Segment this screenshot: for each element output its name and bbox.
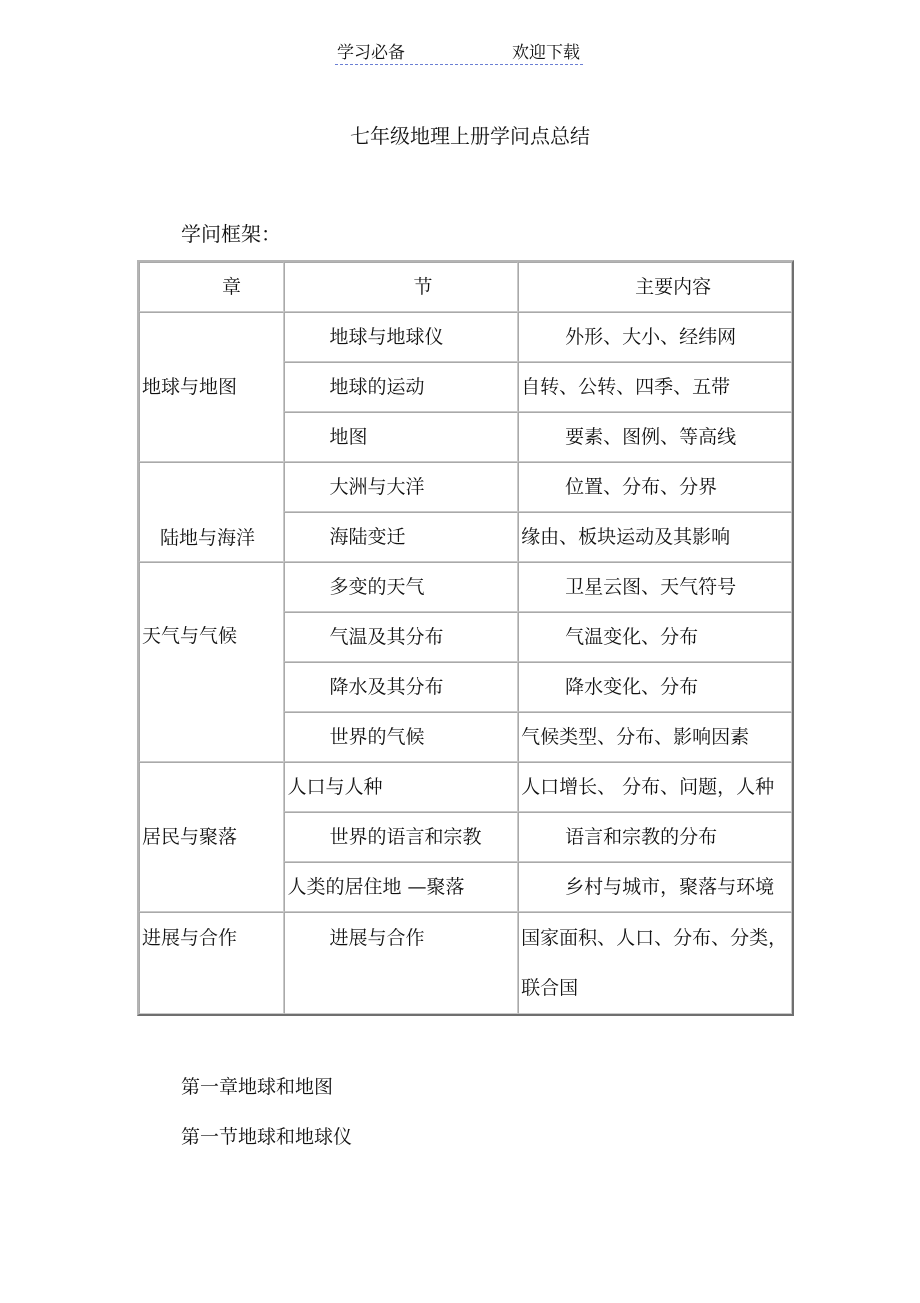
chapter-cell: 陆地与海洋 <box>139 462 284 562</box>
content-cell: 气候类型、分布、影响因素 <box>518 712 792 762</box>
header-chapter: 章 <box>139 262 284 312</box>
section-cell: 人类的居住地 —聚落 <box>284 862 518 912</box>
knowledge-framework-table <box>137 260 794 1016</box>
chapter-heading: 第一章地球和地图 <box>181 1076 334 1098</box>
table-row <box>139 562 792 612</box>
content-cell: 降水变化、分布 <box>518 662 792 712</box>
section-cell: 地球的运动 <box>284 362 518 412</box>
chapter-cell: 天气与气候 <box>139 562 284 762</box>
content-cell: 卫星云图、天气符号 <box>518 562 792 612</box>
chapter-cell: 地球与地图 <box>139 312 284 462</box>
header-right-text: 欢迎下载 <box>512 43 580 63</box>
content-cell: 人口增长、 分布、问题，人种 <box>518 762 792 812</box>
section-cell: 大洲与大洋 <box>284 462 518 512</box>
table-row <box>139 462 792 512</box>
header-section: 节 <box>284 262 518 312</box>
content-cell: 自转、公转、四季、五带 <box>518 362 792 412</box>
content-cell: 要素、图例、等高线 <box>518 412 792 462</box>
section-cell: 地图 <box>284 412 518 462</box>
table-header-row <box>139 262 792 312</box>
section-cell: 世界的气候 <box>284 712 518 762</box>
content-cell: 乡村与城市，聚落与环境 <box>518 862 792 912</box>
chapter-cell: 居民与聚落 <box>139 762 284 912</box>
section-cell: 降水及其分布 <box>284 662 518 712</box>
table-row <box>139 912 792 1014</box>
table-row <box>139 312 792 362</box>
section-cell: 世界的语言和宗教 <box>284 812 518 862</box>
section-cell: 人口与人种 <box>284 762 518 812</box>
section-cell: 多变的天气 <box>284 562 518 612</box>
section-cell: 海陆变迁 <box>284 512 518 562</box>
content-cell: 气温变化、分布 <box>518 612 792 662</box>
document-title: 七年级地理上册学问点总结 <box>350 124 590 148</box>
content-cell: 国家面积、人口、分布、分类，联合国 <box>518 912 792 1014</box>
section-heading: 第一节地球和地球仪 <box>181 1126 353 1148</box>
table-row <box>139 762 792 812</box>
chapter-cell: 进展与合作 <box>139 912 284 1014</box>
header-content: 主要内容 <box>518 262 792 312</box>
framework-label: 学问框架： <box>181 222 281 246</box>
header-left-text: 学习必备 <box>337 43 405 63</box>
page-header <box>335 38 583 65</box>
content-cell: 外形、大小、经纬网 <box>518 312 792 362</box>
section-cell: 进展与合作 <box>284 912 518 1014</box>
content-cell: 位置、分布、分界 <box>518 462 792 512</box>
content-cell: 缘由、板块运动及其影响 <box>518 512 792 562</box>
content-cell: 语言和宗教的分布 <box>518 812 792 862</box>
section-cell: 地球与地球仪 <box>284 312 518 362</box>
section-cell: 气温及其分布 <box>284 612 518 662</box>
